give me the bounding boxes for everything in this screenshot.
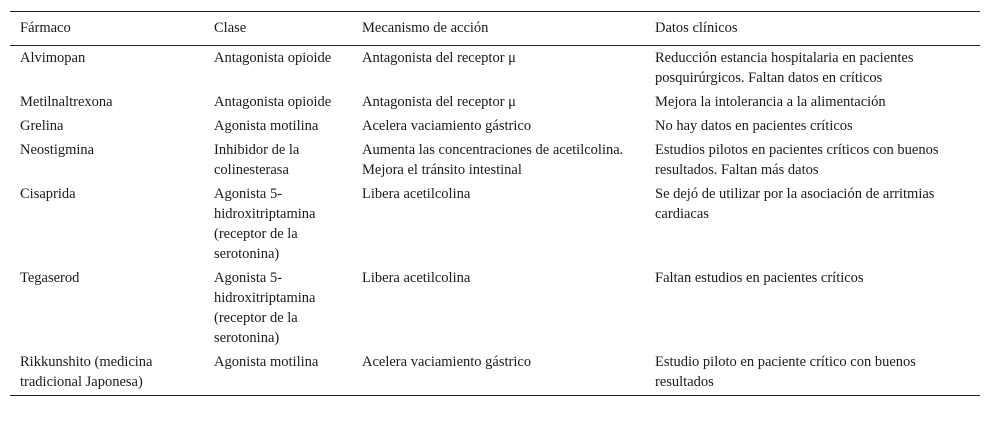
table-header [10, 12, 980, 46]
cell-datos-clinicos: Estudios pilotos en pacientes críticos con buenos resultados. Faltan más datos [655, 142, 939, 178]
cell-datos-clinicos: Mejora la intolerancia a la alimentación [655, 94, 886, 110]
cell-mecanismo: Aumenta las concentraciones de acetilcolina. Mejora el tránsito intestinal [362, 142, 624, 178]
cell-datos-clinicos: Reducción estancia hospitalaria en pacientes posquirúrgicos. Faltan datos en críticos [655, 50, 914, 86]
cell-clase: Inhibidor de la colinesterasa [214, 142, 300, 178]
drug-table-container [10, 11, 980, 396]
table-row [10, 90, 980, 114]
table-row [10, 182, 980, 266]
cell-farmaco: Metilnaltrexona [20, 94, 113, 110]
table-body [10, 46, 980, 396]
cell-farmaco: Cisaprida [20, 186, 76, 202]
table-row [10, 266, 980, 350]
cell-clase: Agonista 5-hidroxitriptamina (receptor de la serotonina) [214, 186, 316, 262]
table-row [10, 114, 980, 138]
cell-clase: Agonista 5-hidroxitriptamina (receptor de la serotonina) [214, 270, 316, 346]
cell-datos-clinicos: Estudio piloto en paciente crítico con buenos resultados [655, 354, 916, 390]
cell-datos-clinicos: No hay datos en pacientes críticos [655, 118, 853, 134]
cell-mecanismo: Antagonista del receptor μ [362, 94, 516, 110]
cell-farmaco: Grelina [20, 118, 64, 134]
header-clase: Clase [214, 20, 247, 36]
cell-mecanismo: Acelera vaciamiento gástrico [362, 354, 532, 370]
cell-datos-clinicos: Faltan estudios en pacientes críticos [655, 270, 864, 286]
table-row [10, 138, 980, 182]
cell-clase: Agonista motilina [214, 354, 319, 370]
table-row [10, 46, 980, 91]
cell-clase: Agonista motilina [214, 118, 319, 134]
header-farmaco: Fármaco [20, 20, 71, 36]
cell-mecanismo: Acelera vaciamiento gástrico [362, 118, 532, 134]
drug-table [10, 11, 980, 396]
header-row [10, 12, 980, 46]
cell-farmaco: Rikkunshito (medicina tradicional Japonesa) [20, 354, 153, 390]
cell-farmaco: Alvimopan [20, 50, 86, 66]
header-datos-clinicos: Datos clínicos [655, 20, 738, 36]
header-mecanismo: Mecanismo de acción [362, 20, 489, 36]
cell-mecanismo: Libera acetilcolina [362, 270, 471, 286]
cell-mecanismo: Libera acetilcolina [362, 186, 471, 202]
cell-farmaco: Tegaserod [20, 270, 80, 286]
cell-farmaco: Neostigmina [20, 142, 95, 158]
cell-clase: Antagonista opioide [214, 50, 332, 66]
cell-datos-clinicos: Se dejó de utilizar por la asociación de arritmias cardiacas [655, 186, 935, 222]
cell-mecanismo: Antagonista del receptor μ [362, 50, 516, 66]
table-row [10, 350, 980, 396]
cell-clase: Antagonista opioide [214, 94, 332, 110]
